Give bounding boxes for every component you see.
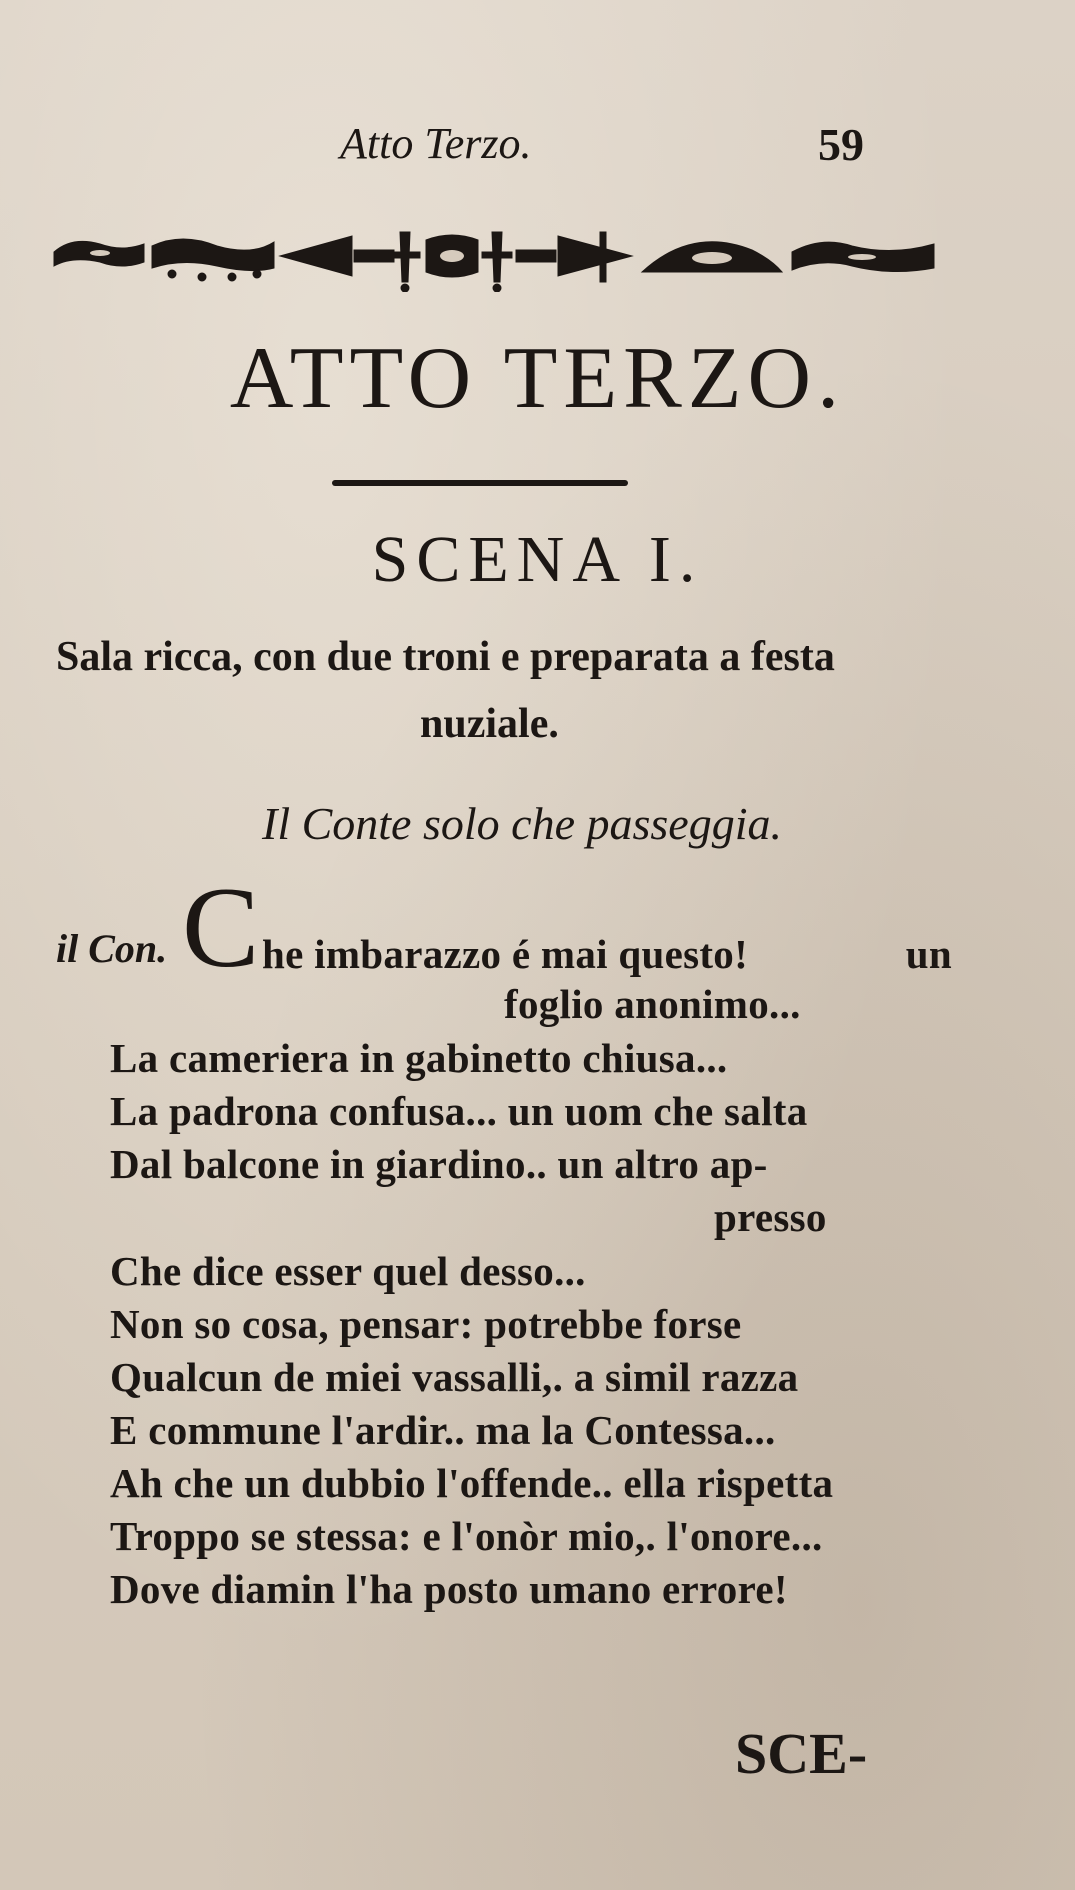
ornament-band <box>52 222 937 292</box>
stage-direction: Il Conte solo che passeggia. <box>262 798 782 849</box>
page-number: 59 <box>818 119 864 170</box>
drop-cap: C <box>182 864 260 992</box>
verse-line: Dal balcone in giardino.. un altro ap- <box>110 1141 768 1187</box>
verse-line: Qualcun de miei vassalli,. a simil razza <box>110 1354 799 1400</box>
verse-line-1-end: un <box>905 931 952 977</box>
verse-line-1-continuation: foglio anonimo... <box>504 981 801 1027</box>
verse-line: Ah che un dubbio l'offende.. ella rispetta <box>110 1460 834 1506</box>
speaker-label: il Con. <box>56 926 168 971</box>
scene-setting-line-1: Sala ricca, con due troni e preparata a festa <box>56 634 835 680</box>
verse-line: La padrona confusa... un uom che salta <box>110 1088 808 1134</box>
scene-setting-line-2: nuziale. <box>420 701 559 747</box>
verse-line: Che dice esser quel desso... <box>110 1248 586 1294</box>
verse-line: Troppo se stessa: e l'onòr mio,. l'onore... <box>110 1513 823 1559</box>
verse-line: Dove diamin l'ha posto umano errore! <box>110 1566 788 1612</box>
title-rule <box>332 480 628 486</box>
scene-title: SCENA I. <box>371 523 704 596</box>
verse-line: Non so cosa, pensar: potrebbe forse <box>110 1301 742 1347</box>
verse-line-continuation: presso <box>714 1194 827 1240</box>
verse-line-1 <box>262 930 952 978</box>
verse-line: E commune l'ardir.. ma la Contessa... <box>110 1407 776 1453</box>
catchword: SCE- <box>735 1721 868 1786</box>
verse-line-1-text: he imbarazzo é mai questo! <box>262 931 749 977</box>
running-head: Atto Terzo. <box>340 119 532 168</box>
act-title: ATTO TERZO. <box>229 330 846 427</box>
verse-line: La cameriera in gabinetto chiusa... <box>110 1035 728 1081</box>
